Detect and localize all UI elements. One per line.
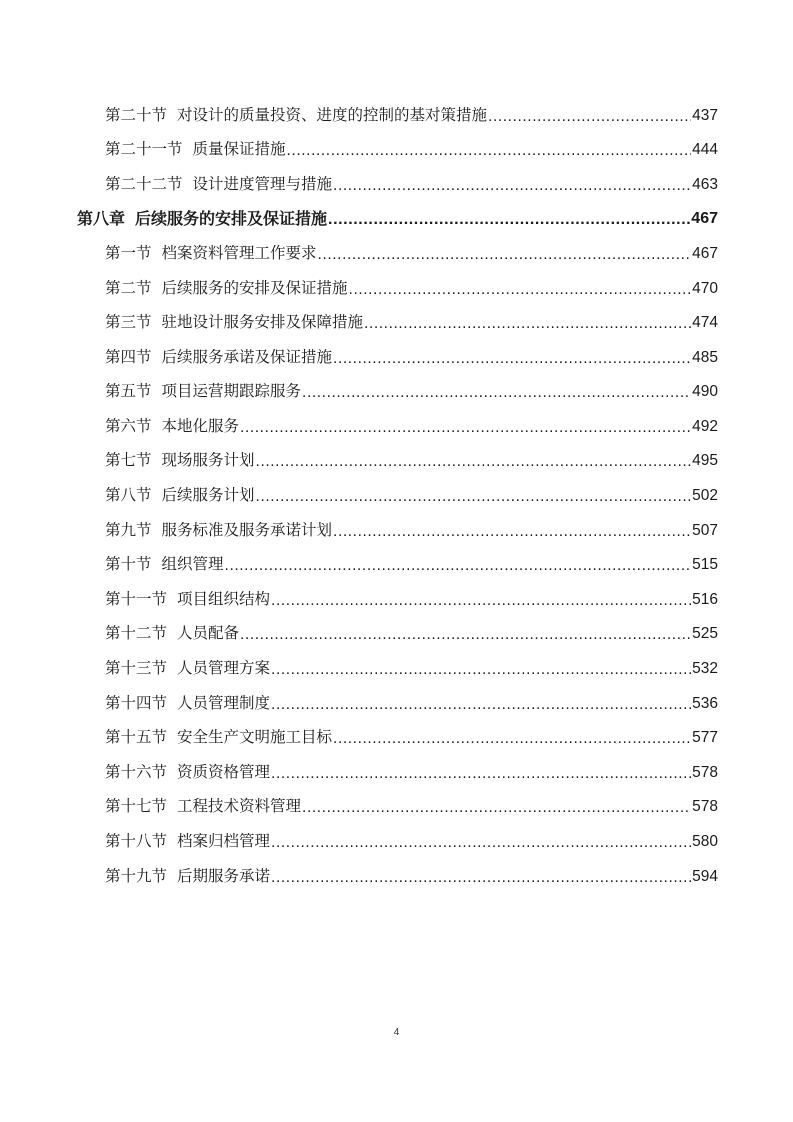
- toc-entry-page: 470: [692, 279, 718, 297]
- toc-leader-dots: [271, 766, 691, 782]
- toc-chapter-title: 后续服务的安排及保证措施: [135, 209, 328, 229]
- toc-entry-number: 第十七节: [105, 797, 168, 816]
- toc-leader-dots: [271, 870, 691, 886]
- toc-entry[interactable]: [105, 375, 718, 410]
- toc-entry-title: 后期服务承诺: [177, 866, 271, 885]
- toc-leader-dots: [318, 247, 692, 263]
- toc-entry-title: 现场服务计划: [161, 451, 255, 470]
- toc-entry-number: 第三节: [105, 313, 152, 332]
- toc-entry-page: 463: [692, 175, 718, 193]
- toc-entry-number: 第二十一节: [105, 140, 183, 159]
- toc-entry-title: 项目运营期跟踪服务: [161, 382, 302, 401]
- toc-leader-dots: [302, 385, 691, 401]
- toc-entry-number: 第二节: [105, 278, 152, 297]
- toc-entry-page: 495: [692, 452, 718, 470]
- toc-chapter-number: 第八章: [77, 209, 126, 229]
- toc-entry-title: 人员配备: [177, 624, 240, 643]
- page-number: 4: [393, 1027, 400, 1038]
- toc-entry-title: 档案资料管理工作要求: [161, 243, 317, 262]
- toc-entry-title: 后续服务承诺及保证措施: [161, 347, 333, 366]
- toc-entry-page: 536: [692, 694, 718, 712]
- toc-entry-number: 第十五节: [105, 728, 168, 747]
- toc-entry-page: 578: [692, 763, 718, 781]
- toc-leader-dots: [349, 282, 692, 298]
- toc-entry-number: 第八节: [105, 486, 152, 505]
- toc-leader-dots: [328, 212, 690, 228]
- toc-entry[interactable]: [105, 824, 718, 859]
- toc-entry-page: 474: [692, 314, 718, 332]
- toc-leader-dots: [271, 662, 691, 678]
- toc-entry-page: 492: [692, 417, 718, 435]
- toc-entry[interactable]: [105, 409, 718, 444]
- toc-entry-title: 工程技术资料管理: [177, 797, 302, 816]
- toc-leader-dots: [240, 420, 691, 436]
- toc-entry-title: 质量保证措施: [192, 140, 286, 159]
- toc-entry[interactable]: [105, 479, 718, 514]
- toc-entry-page: 467: [692, 244, 718, 262]
- toc-entry-page: 437: [692, 106, 718, 124]
- toc-entry-page: 532: [692, 660, 718, 678]
- toc-entry-title: 对设计的质量投资、进度的控制的基对策措施: [177, 105, 488, 124]
- toc-entry[interactable]: [105, 444, 718, 479]
- toc-leader-dots: [271, 593, 691, 609]
- toc-entry-title: 人员管理制度: [177, 693, 271, 712]
- toc-entry-number: 第九节: [105, 520, 152, 539]
- toc-entry[interactable]: [105, 340, 718, 375]
- toc-entry[interactable]: [105, 98, 718, 133]
- toc-entry-title: 组织管理: [161, 555, 224, 574]
- toc-leader-dots: [271, 835, 691, 851]
- toc-entry[interactable]: [105, 167, 718, 202]
- toc-entry-number: 第十四节: [105, 693, 168, 712]
- toc-entry-number: 第十二节: [105, 624, 168, 643]
- toc-entry[interactable]: [105, 686, 718, 721]
- toc-leader-dots: [287, 143, 692, 159]
- toc-entry-page: 516: [692, 590, 718, 608]
- toc-entry-title: 人员管理方案: [177, 659, 271, 678]
- toc-entry[interactable]: [105, 513, 718, 548]
- toc-entry-title: 服务标准及服务承诺计划: [161, 520, 333, 539]
- toc-entry-number: 第十九节: [105, 866, 168, 885]
- toc-leader-dots: [364, 316, 691, 332]
- toc-entry-number: 第四节: [105, 347, 152, 366]
- toc-entry[interactable]: [105, 306, 718, 341]
- toc-entry-page: 444: [692, 141, 718, 159]
- toc-entry-number: 第二十节: [105, 105, 168, 124]
- toc-entry[interactable]: [105, 859, 718, 894]
- toc-entry[interactable]: [105, 271, 718, 306]
- toc-entry-page: 594: [692, 867, 718, 885]
- toc-leader-dots: [256, 489, 692, 505]
- toc-entry-number: 第五节: [105, 382, 152, 401]
- toc-leader-dots: [256, 454, 692, 470]
- toc-leader-dots: [240, 627, 691, 643]
- toc-entry-number: 第十六节: [105, 762, 168, 781]
- toc-entry-number: 第七节: [105, 451, 152, 470]
- toc-entry-number: 第一节: [105, 243, 152, 262]
- toc-leader-dots: [333, 351, 691, 367]
- toc-entry-page: 577: [692, 729, 718, 747]
- toc-chapter-page: 467: [691, 210, 718, 228]
- toc-entry-page: 485: [692, 348, 718, 366]
- toc-leader-dots: [333, 524, 691, 540]
- toc-entry[interactable]: [105, 617, 718, 652]
- toc-leader-dots: [333, 731, 691, 747]
- toc-entry[interactable]: [105, 582, 718, 617]
- toc-entry-title: 后续服务计划: [161, 486, 255, 505]
- toc-leader-dots: [225, 558, 692, 574]
- toc-leader-dots: [488, 109, 691, 125]
- toc-entry-title: 项目组织结构: [177, 589, 271, 608]
- toc-entry-number: 第六节: [105, 416, 152, 435]
- toc-entry[interactable]: [105, 236, 718, 271]
- toc-entry-title: 本地化服务: [161, 416, 240, 435]
- toc-entry-title: 档案归档管理: [177, 832, 271, 851]
- toc-entry-number: 第十三节: [105, 659, 168, 678]
- toc-entry-page: 502: [692, 487, 718, 505]
- toc-entry-page: 580: [692, 833, 718, 851]
- toc-entry-page: 515: [692, 556, 718, 574]
- toc-chapter-entry[interactable]: [77, 202, 718, 237]
- toc-entry-number: 第二十二节: [105, 174, 183, 193]
- toc-entry-title: 设计进度管理与措施: [192, 174, 333, 193]
- toc-entry-title: 驻地设计服务安排及保障措施: [161, 313, 364, 332]
- toc-entry[interactable]: [105, 133, 718, 168]
- toc-leader-dots: [271, 697, 691, 713]
- toc-entry[interactable]: [105, 790, 718, 825]
- toc-entry[interactable]: [105, 548, 718, 583]
- toc-entry-title: 资质资格管理: [177, 762, 271, 781]
- toc-entry-page: 490: [692, 383, 718, 401]
- toc-leader-dots: [333, 178, 691, 194]
- toc-entry-number: 第十一节: [105, 589, 168, 608]
- toc-leader-dots: [302, 800, 691, 816]
- toc-entry-title: 后续服务的安排及保证措施: [161, 278, 348, 297]
- toc-entry[interactable]: [105, 652, 718, 687]
- toc-entry-page: 507: [692, 521, 718, 539]
- toc-entry-page: 578: [692, 798, 718, 816]
- toc-entry-page: 525: [692, 625, 718, 643]
- toc-entry-number: 第十节: [105, 555, 152, 574]
- table-of-contents: [0, 98, 793, 894]
- toc-entry-title: 安全生产文明施工目标: [177, 728, 333, 747]
- toc-entry[interactable]: [105, 721, 718, 756]
- toc-entry-number: 第十八节: [105, 832, 168, 851]
- toc-entry[interactable]: [105, 755, 718, 790]
